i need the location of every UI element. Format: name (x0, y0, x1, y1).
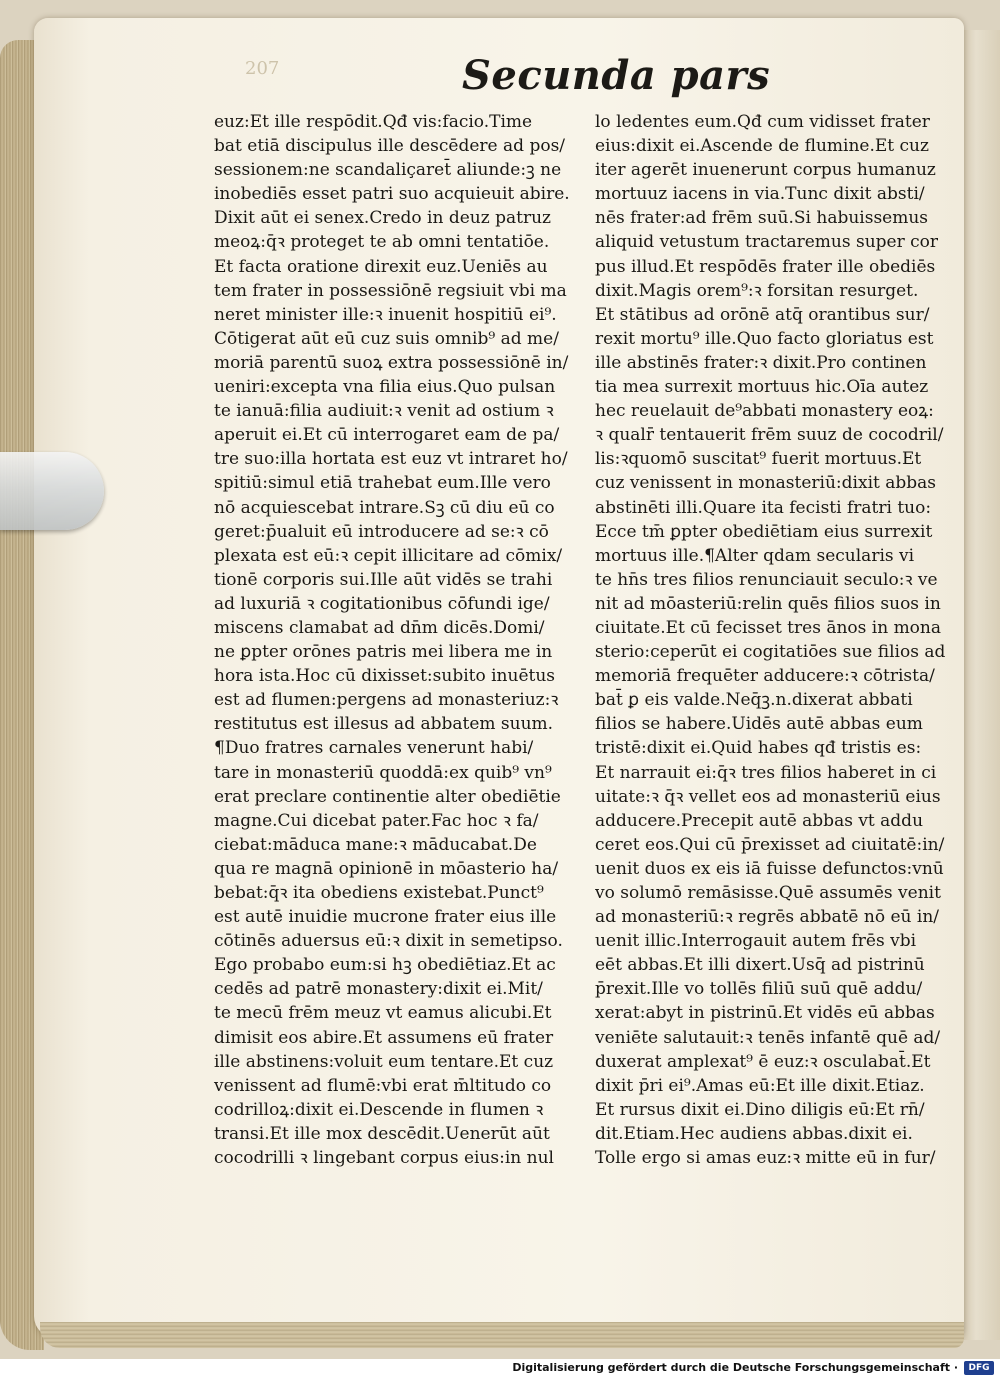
text-line: eēt abbas.Et illi dixert.Usq̄ ad pistrinū (595, 955, 925, 976)
text-line: mortuuz iacens in via.Tunc dixit absti/ (595, 184, 925, 205)
text-line: Dixit aūt ei senex.Credo in deuz patruz (214, 208, 551, 229)
text-line: vo solumō remāsisse.Quē assumēs venit (595, 883, 941, 903)
text-line: Et rursus dixit ei.Dino diligis eū:Et rn̄/ (595, 1099, 925, 1120)
text-line: cuz venissent in monasteriū:dixit abbas (595, 473, 936, 494)
text-line: sterio:ceperūt ei cogitatiōes sue filios ad (595, 642, 946, 663)
text-line: aperuit ei.Et cū interrogaret eam de pa/ (214, 425, 560, 446)
text-line: duxerat amplexat⁹ ē euz:ꝛ osculabat̄.Et (595, 1051, 931, 1072)
text-line: cocodrilli ꝛ lingebant corpus eius:in nul (214, 1148, 554, 1169)
footer-credit: Digitalisierung gefördert durch die Deutsche Forschungsgemeinschaft · (512, 1361, 958, 1374)
text-line: tristē:dixit ei.Quid habes qđ tristis es: (595, 738, 922, 759)
text-line: restitutus est illesus ad abbatem suum. (214, 714, 554, 735)
text-line: lo ledentes eum.Qđ cum vidisset frater (595, 112, 930, 132)
text-line: ueniri:excepta vna filia eius.Quo pulsan (214, 377, 556, 398)
text-line: hora ista.Hoc cū dixisset:subito inuētus (214, 666, 556, 687)
text-column-right (595, 110, 960, 1170)
text-line: lis:ꝛquomō suscitat⁹ fuerit mortuus.Et (595, 449, 922, 470)
text-line: Ego probabo eum:si hꝫ obediētiaz.Et ac (214, 955, 556, 976)
text-line: rexit mortu⁹ ille.Quo facto gloriatus est (595, 328, 934, 349)
text-line: ad monasteriū:ꝛ regrēs abbatē nō eū in/ (595, 907, 940, 928)
text-line: neret minister ille:ꝛ inuenit hospitiū ei⁹. (214, 304, 557, 325)
text-line: cedēs ad patrē monastery:dixit ei.Mit/ (214, 979, 543, 1000)
text-line: te hn̄s tres filios renunciauit seculo:ꝛ ve (595, 569, 938, 590)
text-line: pus illud.Et respōdēs frater ille obediēs (595, 256, 936, 277)
text-line: iter agerēt inuenerunt corpus humanuz (595, 160, 936, 181)
text-line: ciebat:māduca mane:ꝛ māducabat.De (214, 834, 537, 855)
text-line: abstinēti illi.Quare ita fecisti fratri tuo: (595, 497, 932, 518)
text-line: est ad flumen:pergens ad monasteriuz:ꝛ (214, 690, 559, 711)
text-line: mortuus ille.¶Alter qdam secularis vi (595, 545, 915, 566)
text-line: codrilloꝝ:dixit ei.Descende in flumen ꝛ (214, 1099, 544, 1120)
dfg-logo: DFG (964, 1361, 994, 1375)
text-column-left (214, 110, 584, 1170)
text-line: ¶Duo fratres carnales venerunt habi/ (214, 738, 534, 759)
page-holder-clip (0, 452, 104, 530)
text-line: uenit illic.Interrogauit autem frēs vbi (595, 931, 917, 952)
text-line: cōtinēs aduersus eū:ꝛ dixit in semetipso. (214, 931, 563, 952)
text-line: qua re magnā opinionē in mōasterio ha/ (214, 858, 559, 879)
text-line: moriā parentū suoꝝ extra possessiōnē in/ (214, 352, 569, 373)
text-line: tia mea surrexit mortuus hic.Oīa autez (595, 377, 929, 398)
text-line: uitate:ꝛ q̄ꝛ vellet eos ad monasteriū eius (595, 786, 941, 807)
text-line: aliquid vetustum tractaremus super cor (595, 232, 939, 253)
text-line: eius:dixit ei.Ascende de flumine.Et cuz (595, 136, 929, 157)
text-line: plexata est eū:ꝛ cepit illicitare ad cōmix/ (214, 545, 563, 566)
text-line: bat etiā discipulus ille descēdere ad pos/ (214, 136, 566, 157)
text-line: dixit p̄ri ei⁹.Amas eū:Et ille dixit.Etiaz. (595, 1075, 925, 1096)
text-line: filios se habere.Uidēs autē abbas eum (595, 714, 923, 735)
text-line: xerat:abyt in pistrinū.Et vidēs eū abbas (595, 1003, 935, 1024)
text-line: nit ad mōasteriū:relin quēs filios suos in (595, 593, 941, 614)
text-line: nēs frater:ad frēm suū.Si habuissemus (595, 208, 929, 229)
text-line: miscens clamabat ad dn̄m dicēs.Domi/ (214, 617, 545, 638)
book-page-edges-bottom (40, 1322, 964, 1348)
text-line: ad luxuriā ꝛ cogitationibus cōfundi ige/ (214, 593, 550, 614)
text-line: magne.Cui dicebat pater.Fac hoc ꝛ fa/ (214, 810, 539, 831)
text-line: Ecce tm̄ ꝑpter obediētiam eius surrexit (595, 521, 933, 542)
text-line: tem frater in possessiōnē regsiuit vbi ma (214, 280, 567, 301)
text-line: p̄rexit.Ille vo tollēs filiū suū quē addu/ (595, 979, 923, 1000)
text-line: Et stātibus ad orōnē atq̄ orantibus sur/ (595, 304, 930, 325)
text-line: tionē corporis sui.Ille aūt vidēs se trahi (214, 569, 553, 590)
text-line: te ianuā:filia audiuit:ꝛ venit ad ostium ꝛ (214, 401, 554, 422)
book-page-edges-right (960, 30, 1000, 1340)
text-line: dixit.Magis orem⁹:ꝛ forsitan resurget. (595, 280, 919, 301)
text-line: Tolle ergo si amas euz:ꝛ mitte eū in fur/ (595, 1148, 936, 1169)
text-line: ne ꝑpter orōnes patris mei libera me in (214, 642, 553, 663)
text-line: geret:p̄ualuit eū introducere ad se:ꝛ cō (214, 521, 549, 542)
text-line: te mecū frēm meuz vt eamus alicubi.Et (214, 1003, 552, 1024)
text-line: inobediēs esset patri suo acquieuit abire. (214, 184, 570, 205)
text-line: adducere.Precepit autē abbas vt addu (595, 810, 924, 831)
text-line: est autē inuidie mucrone frater eius ille (214, 907, 557, 928)
text-line: veniēte salutauit:ꝛ tenēs infantē quē ad/ (595, 1027, 941, 1048)
text-line: transi.Et ille mox descēdit.Uenerūt aūt (214, 1123, 550, 1144)
text-line: ceret eos.Qui cū p̄rexisset ad ciuitatē:in/ (595, 834, 945, 855)
text-line: nō acquiescebat intrare.Sꝫ cū diu eū co (214, 497, 555, 518)
text-line: hec reuelauit de⁹abbati monastery eoꝝ: (595, 401, 934, 422)
text-line: Cōtigerat aūt eū cuz suis omnib⁹ ad me/ (214, 328, 559, 349)
running-head: Secunda pars (462, 52, 771, 99)
text-line: sessionem:ne scandaliçaret̄ aliunde:ꝫ ne (214, 160, 562, 181)
text-line: dit.Etiam.Hec audiens abbas.dixit ei. (595, 1123, 913, 1144)
text-line: bebat:q̄ꝛ ita obediens existebat.Punct⁹ (214, 883, 544, 903)
text-line: ciuitate.Et cū fecisset tres ānos in mona (595, 617, 942, 638)
text-line: ꝛ qualr̄ tentauerit frēm suuz de cocodril/ (595, 425, 944, 446)
text-line: erat preclare continentie alter obediētie (214, 786, 561, 807)
text-line: dimisit eos abire.Et assumens eū frater (214, 1027, 554, 1048)
text-line: spitiū:simul etiā trahebat eum.Ille vero (214, 473, 551, 494)
text-line: Et facta oratione direxit euz.Ueniēs au (214, 256, 548, 277)
text-line: memoriā frequēter adducere:ꝛ cōtrista/ (595, 666, 935, 687)
text-line: uenit duos ex eis iā fuisse defunctos:vnū (595, 858, 944, 879)
text-line: meoꝝ:q̄ꝛ proteget te ab omni tentatiōe. (214, 232, 550, 253)
text-line: tre suo:illa hortata est euz vt intraret ho/ (214, 449, 568, 470)
text-line: Et narrauit ei:q̄ꝛ tres filios haberet in ci (595, 762, 937, 783)
text-line: bat̄ ꝑ eis valde.Neq̄ꝫ.n.dixerat abbati (595, 690, 913, 711)
text-line: venissent ad flumē:vbi erat m̄ltitudo co (214, 1075, 552, 1096)
folio-number: 207 (245, 58, 280, 79)
text-line: ille abstinens:voluit eum tentare.Et cuz (214, 1051, 554, 1072)
text-line: euz:Et ille respōdit.Qđ vis:facio.Time (214, 112, 533, 132)
footer-bar (0, 1359, 1000, 1379)
text-line: ille abstinēs frater:ꝛ dixit.Pro continen (595, 352, 927, 373)
text-line: tare in monasteriū quoddā:ex quib⁹ vn⁹ (214, 762, 552, 783)
